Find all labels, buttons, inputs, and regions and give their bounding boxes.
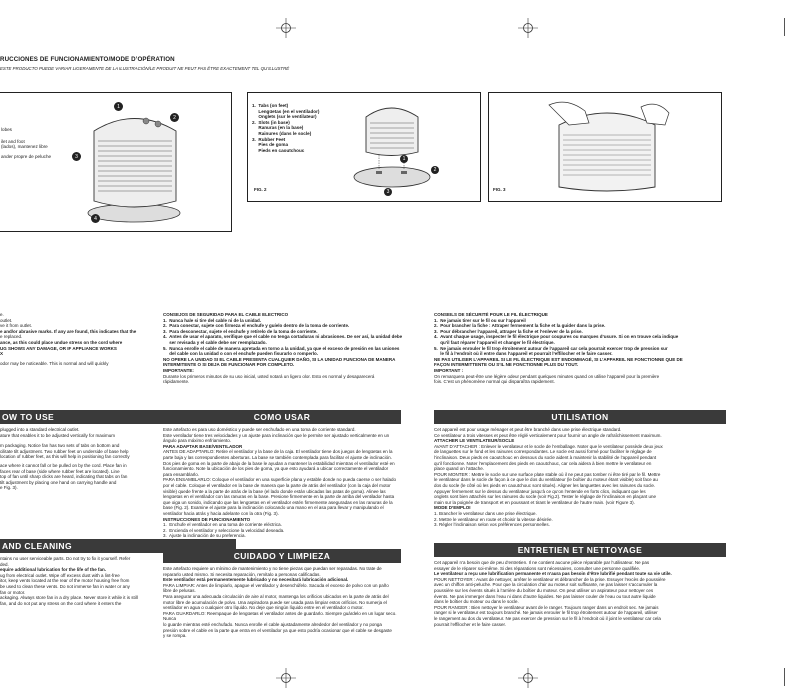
text-line: ace where it cannot fall or be pulled on by the cord. Place fan in [0, 462, 127, 468]
text-line: qu’il faut réparer l’appareil et changer le fil électrique. [434, 339, 555, 345]
text-line: Ce ventilateur a trois vitesses et peut être réglé verticalement pour fournir un angle de rafraîchissement maximum. [434, 432, 662, 438]
registration-mark-top [276, 18, 296, 38]
text-line: Este ventilador está permanentemente lubricado y no necesitará lubricación adicional. [163, 577, 349, 583]
como-usar-header: COMO USAR [163, 410, 401, 424]
page-title: RUCCIONES DE FUNCIONAMIENTO/MODE D’OPÉRATION [0, 56, 175, 63]
page-subtitle: ESTE PRODUCTO PUEDE VARIAR LIGERAMENTE DE LA ILUSTRACIÓN/LE PRODUIT NE PEUT PAS ÊTRE EXACTEMENT TEL QU’ILLUSTRÉ [0, 66, 290, 71]
cuidado-limpieza-text [163, 566, 403, 639]
fig2-part: Onglets (sur le ventilateur) [252, 114, 317, 120]
text-line: 3. Ajuste la inclinación de su preferencia. [163, 533, 246, 539]
text-line: tilt adjustment by placing one hand on carrying handle and [0, 479, 117, 485]
text-line: ded. [0, 561, 9, 567]
text-line: libre de pelusas. [163, 588, 196, 594]
text-line: ntains no user serviceable parts. Do not try to fix it yourself. Refer [0, 556, 131, 561]
crop-mark [784, 668, 785, 686]
fig1-callout-2: 2 [170, 113, 179, 122]
text-line: fan or motor. [0, 589, 26, 595]
fig2-part: 2. Slots (in base) [252, 119, 290, 125]
text-line: outlet. [0, 317, 13, 323]
section-heading: CONSEILS DE SÉCURITÉ POUR LE FIL ÉLECTRIQUE [434, 312, 548, 317]
text-line: visible) quede frente a la parte de atrás de la base (el lado donde están ubicadas las patas de goma). Alinee las [163, 488, 386, 494]
figure-3-box [488, 92, 722, 202]
text-line: l’inclinaison. Deux pieds en caoutchouc en dessous du socle aident à maintenir la stabilité de l’appareil pendant [434, 454, 657, 460]
text-line: onglets sont bien attachés sur les rainures du socle (voir Fig.2). Tester le réglage de l’inclinaison en plaçant une [434, 494, 657, 500]
fig2-part: Lengüetas (en el ventilador) [252, 108, 320, 114]
text-line: IMPORTANTE: [163, 367, 194, 373]
utilisation-text [434, 427, 724, 528]
text-line: 4. Antes de usar el aparato, verifique que el cable no tenga cortaduras ni abrasiones. De ser así, la unidad debe [163, 334, 403, 340]
text-line: top of fan until sharp clicks are heard, indicating that tabs on fan [0, 474, 128, 480]
text-line: PARA LIMPIAR: Antes de limpiarlo, apague el ventilador y desenchúfelo. Sacuda el exceso de polvo con un paño [163, 582, 389, 588]
text-line: ance, as this could place undue stress on the cord where [0, 339, 123, 345]
text-line: ángulo para máximo enfriamiento. [163, 438, 232, 444]
como-usar-text [163, 427, 403, 539]
fig2-part: 1. Tabs (on feet) [252, 103, 289, 108]
crop-mark [784, 18, 785, 36]
text-line: UG SHOWS ANY DAMAGE, OR IF APPLIANCE WORKS [0, 345, 117, 351]
text-line: fois. C’est un phénomène normal qui disparaîtra rapidement. [434, 379, 555, 385]
text-line: ventilador en agua o cualquier otro líquido. No deje que ningún líquido entre en el ventilador o motor. [163, 605, 364, 611]
text-line: 1. Brancher le ventilateur dans une prise électrique. [434, 510, 537, 516]
text-line: Para asegurar una adecuada circulación de aire al motor, mantenga los orificios ubicados en la parte de atrás del [163, 593, 389, 599]
text-line: Appuyer fermement sur le dessus du ventilateur jusqu’à ce qu’on l’entende en forts clics, indiquant que les [434, 488, 646, 494]
text-line: funcionamiento. Note la ubicación de los pies de goma, ya que esto ayudará a ubicar correctamente el ventilador [163, 466, 389, 472]
text-line: 5. Nunca enrolle el cable de manera apretada en torno a la unidad, ya que el exceso de presión en las uniones [163, 345, 400, 351]
text-line: PARA ENSAMBLARLO: Coloque el ventilador en una superficie plana y estable donde no pueda caerse o ser halado [163, 477, 397, 483]
text-line: 4. Avant chaque usage, inspecter le fil électrique pour coupures ou marques d’usure. Si on en trouve cela indique [434, 334, 679, 340]
text-line: faces rear of base (side where rubber feet are located). Line [0, 468, 120, 474]
text-line: INSTRUCCIONES DE FUNCIONAMIENTO [163, 516, 251, 522]
registration-mark-bottom [276, 668, 296, 688]
text-line: POUR RANGER : Bien nettoyer le ventilateur avant de le ranger. Toujours ranger dans un endroit sec. Ne jamais [434, 604, 659, 610]
text-line: Este ventilador tiene tres velocidades y un ajuste para inclinación que le permite ser ajustado verticalmente en un [163, 432, 390, 438]
text-line: Le ventilateur a reçu une lubrification permanente et n’aura pas besoin d’être lubrifié pendant toute sa vie utile. [434, 571, 672, 577]
text-line: POUR NETTOYER : Avant de nettoyer, arrêter le ventilateur et débrancher de la prise. Essuyer l’excès de poussière [434, 576, 666, 582]
text-line: 2. Pour brancher la fiche : Attraper fermement la fiche et la guider dans la prise. [434, 323, 606, 329]
fig1-label: lobes [1, 127, 12, 132]
text-line: cilitate tilt adjustment. Two rubber feet on underside of base help [0, 448, 129, 454]
fig2-callout-2: 2 [431, 166, 439, 174]
fig2-part: Rainures (dans le socle) [252, 130, 312, 136]
text-line: le ventilateur dans le socle de façon à ce que le dos du ventilateur (le boîtier du moteur étant visible) soit face au [434, 477, 658, 483]
text-line: Durante los primeros minutos de su uso inicial, usted notará un ligero olor. Esto es normal y desaparecerá [163, 373, 375, 379]
how-to-use-header: OW TO USE [0, 410, 236, 424]
text-line: ature that enables it to be adjusted vertically for maximum [0, 432, 116, 438]
text-line: ug from electrical outlet. Wipe off excess dust with a lint-free [0, 572, 120, 578]
fig1-side-labels [1, 127, 51, 159]
text-line: be used to clean these vents. Do not immerse fan in water or any [0, 583, 130, 589]
text-line: le fil à l’endroit où il entre dans l’appareil et pourrait l’effilocher et le faire casser. [434, 351, 613, 357]
text-line: POUR MONTER : Mettre le socle sur une surface plate stable où il ne peut pas tomber ni être tiré par le fil. Mettre [434, 471, 661, 477]
fig2-parts-list [252, 103, 319, 153]
text-line: 3. Régler l’inclinaison selon vos préférences personnelles. [434, 522, 550, 528]
text-line: pourrait l’effilocher et le faire casser. [434, 621, 506, 627]
text-line: 2. Para conectar, sujete con firmeza el enchufe y guíelo dentro de la toma de corriente. [163, 323, 350, 329]
text-line: base (Fig. 2). Examine el ajuste para la inclinación colocando una mano en el asa para llevar y manipulando el [163, 505, 384, 511]
text-line: NE PAS UTILISER L’APPAREIL SI LE FIL ÉLECTRIQUE EST ENDOMMAGÉ, SI L’APPAREIL NE FONCTIONNE QUE DE [434, 356, 683, 362]
text-line: 1. Ne jamais tirer sur le fil ou sur l’appareil [434, 317, 526, 323]
text-line: presión sobre el cable en la parte que entra en el ventilador ya que esto podría ocasionar que el cable se desgaste [163, 627, 392, 633]
text-line: y se rompa. [163, 633, 187, 639]
care-cleaning-header: AND CLEANING [0, 539, 236, 553]
text-line: e replaced. [0, 334, 23, 340]
text-line: Cet appareil n’a besoin que de peu d’entretien. Il ne contient aucune pièce réparable par l’utilisateur. Ne pas [434, 560, 650, 565]
fig2-callout-3: 3 [384, 188, 392, 196]
text-line: ackaging. Always store fan in a dry place. Never store it while it is still [0, 595, 138, 601]
text-line: de languettes sur le fond et les rainures correspondantes. Le socle est aussi formé pour faciliter le réglage de [434, 449, 652, 455]
entretien-header: ENTRETIEN ET NETTOYAGE [434, 543, 726, 557]
text-line: por el cable. Coloque el ventilador en la base de manera que la parte de atrás del ventilador (con la caja del motor [163, 482, 391, 488]
text-line: e and/or abrasive marks. If any are found, this indicates that the [0, 328, 137, 334]
text-line: itor, keep vents located at the rear of the motor housing free from [0, 578, 130, 584]
text-line: e Fig. 3). [0, 485, 18, 491]
fig2-part: 3. Rubber Feet [252, 136, 286, 142]
text-line: PARA ADAPTAR BASE/VENTILADOR [163, 443, 243, 449]
text-line: NO OPERE LA UNIDAD SI EL CABLE PRESENTA CUALQUIER DAÑO, SI LA UNIDAD FUNCIONA DE MANERA [163, 356, 396, 362]
text-line: del cable con la unidad o con el enchufe pueden fisurarlo o romperlo. [163, 351, 319, 357]
fig1-callout-4: 4 [91, 214, 100, 223]
text-line: m packaging. Notice fan has two sets of tabs on bottom and [0, 443, 120, 449]
text-line: INTERMITENTE O SI DEJA DE FUNCIONAR POR COMPLETO. [163, 362, 295, 368]
text-line: ventilador hacia atrás y hacia adelante con la otra (Fig. 3). [163, 510, 279, 516]
text-line: évents. Ne pas immerger dans l’eau ni dans d’autre liquides. Ne pas laisser couler de l’eau ou tout autre liquide [434, 593, 656, 599]
fig3-label: FIG. 3 [493, 187, 506, 192]
text-line: Este artefacto es para uso doméstico y puede ser enchufado en una toma de corriente standard. [163, 427, 356, 432]
text-line: 3. Pour débrancher l’appareil, attraper la fiche et l’enlever de la prise. [434, 328, 583, 334]
text-line: fan, and do not put any stress on the cord where it enters the [0, 600, 122, 606]
text-line: odor may be noticeable. This is normal and will quickly [0, 360, 109, 366]
text-line: para ensamblarlo. [163, 471, 200, 477]
text-line: MODE D’EMPLOI [434, 505, 471, 511]
fig2-part: Ranuras (en la base) [252, 125, 304, 131]
fig1-callout-3: 3 [72, 152, 81, 161]
fan-hand-tilt-illustration-fig3 [529, 95, 689, 199]
text-line: IMPORTANT : [434, 367, 464, 373]
text-line: ser revisada y el cable debe ser reemplazado. [163, 339, 267, 345]
text-line: ranger si le ventilateur est toujours branché. Ne jamais enrouler le fil trop étroitement autour de l’appareil, utiliser [434, 610, 658, 616]
text-line: ANTES DE ADAPTARLO: Retire el ventilador y la base de la caja. El ventilador tiene dos juegos de lengüetas en la [163, 449, 393, 455]
fig1-callout-1: 1 [114, 102, 123, 111]
text-line: motor libre de acumulación de polvo. Una aspiradora puede ser usada para limpiar estos orificios. No sumerja el [163, 599, 387, 605]
text-line: PARA GUARDARLO: Reempaque de lengüetas el ventilador antes de guardarlo. Siempre guárdelo en un lugar seco. Nunca [163, 610, 397, 622]
text-line: essayer de le réparer soi-même. Si des réparations sont nécessaires, consulter une personne qualifiée. [434, 565, 641, 571]
text-line: ATTACHER LE VENTILATEUR/SOCLE [434, 438, 515, 444]
cuidado-limpieza-header: CUIDADO Y LIMPIEZA [163, 549, 401, 563]
section-heading: CONSEJOS DE SEGURIDAD PARA EL CABLE ELECTRICO [163, 312, 289, 317]
utilisation-header: UTILISATION [434, 410, 726, 424]
text-line: 2. Encienda el ventilador y seleccione la velocidad deseada. [163, 527, 285, 533]
text-line: 1. Enchufe el ventilador en una toma de corriente eléctrica. [163, 522, 282, 528]
text-line: 3. Para desconectar, sujete el enchufe y retírelo de la toma de corriente. [163, 328, 318, 334]
text-line: 2. Mettre le ventilateur en route et choisir la vitesse désirée. [434, 516, 553, 522]
text-line: location of rubber feet, as this will help in positioning fan correctly [0, 454, 130, 460]
registration-mark-bottom-right [518, 668, 538, 688]
fig1-label: ilet and foot [1, 138, 25, 144]
entretien-text [434, 560, 724, 627]
text-line: 1. Nunca hale si tire del cable ni de la unidad. [163, 317, 262, 323]
mid-safety-text [163, 312, 403, 385]
text-line: parte baja y las correspondientes aberturas. La base se también contemplada para facilitar el ajuste de inclinación. [163, 454, 392, 460]
text-line: ve it from outlet. [0, 323, 33, 329]
text-line: AVANT D’ATTACHER : Enlever le ventilateur et le socle de l’emballage. Noter que le ventilateur possède deux jeux [434, 443, 663, 449]
fig2-part: Pieds en caoutchouc [252, 147, 305, 153]
fig2-label: FIG. 2 [254, 187, 267, 192]
fig2-callout-1: 1 [400, 155, 408, 163]
text-line: que oiga un sonido, indicando que las lengüetas en el ventilador estén firmemente aseguradas en las ranuras de la [163, 499, 393, 505]
text-line: Este artefacto requiere un mínimo de mantenimiento y no tiene piezas que puedan ser reparadas. No trate de [163, 566, 382, 571]
figure-1-box [0, 92, 232, 232]
registration-mark-top-right [518, 18, 538, 38]
text-line: Cet appareil est pour usage ménager et peut être branché dans une prise électrique standard. [434, 427, 622, 432]
text-line: main sur la poignée de transport et en poussant et tirant le ventilateur de l’autre main. (voir Figure 3). [434, 499, 635, 505]
fig1-label: ander propre de peluche [1, 153, 52, 159]
text-line: Dos pies de goma en la parte de abajo de la base le ayudan a mantener la estabilidad mientras el ventilador esté en [163, 460, 395, 466]
fan-base-illustration-fig2 [346, 97, 436, 197]
fig2-part: Pies de goma [252, 142, 288, 148]
figure-2-box [247, 92, 481, 202]
text-line: le rangement au dos du ventilateur. Ne pas exercer de pression sur le fil à l’endroit où il joint le ventilateur car cela [434, 615, 661, 621]
text-line: poussière sur les évents situés à l’arrière du boîtier du moteur. On peut utiliser un aspirateur pour nettoyer ces [434, 587, 654, 593]
text-line: place quand on l’attache. [434, 466, 485, 472]
text-line: rápidamente. [163, 379, 190, 385]
text-line: equire additional lubrication for the life of the fan. [0, 567, 107, 573]
text-line: 5. Ne jamais enrouler le fil trop étroitement autour de l’appareil car cela pourrait exercer trop de pression sur [434, 345, 668, 351]
fig1-label: (lados), mantenez libre [1, 144, 48, 150]
text-line: avec un chiffon anti-peluche. Pour que la circulation d’air au moteur soit suffisante, ne pas laisser s’accumuler la [434, 582, 658, 588]
text-line: e. [0, 312, 4, 317]
text-line: dans le boîtier du moteur ou dans le socle. [434, 599, 519, 605]
text-line: X [0, 351, 4, 357]
text-line: plugged into a standard electrical outlet. [0, 427, 80, 432]
text-line: On remarquera peut-être une légère odeur pendant quelques minutes quand on utilise l’appareil pour la première [434, 373, 660, 379]
text-line: FAÇON INTERMITTENTE OU S’IL NE FONCTIONNE PLUS DU TOUT. [434, 362, 579, 368]
text-line: qu’il fonctionne. Noter l’emplacement des pieds en caoutchouc, car cela aidera à bien mettre le ventilateur en [434, 460, 652, 466]
text-line: lo guarde mientras esté enchufado. Nunca enrolle el cable ajustadamente alrededor del ventilador y no ponga [163, 621, 382, 627]
text-line: repararlo usted mismo. Si necesita reparación, remítalo a personas calificadas. [163, 571, 321, 577]
right-safety-text [434, 312, 724, 385]
text-line: lengüetas en el ventilador con las ranuras en la base. Presione firmemente en la parte de arriba del ventilador hasta [163, 494, 395, 500]
text-line: dos du socle (le côté où les pieds en caoutchouc sont situés). Aligner les languettes avec les rainures du socle. [434, 482, 656, 488]
